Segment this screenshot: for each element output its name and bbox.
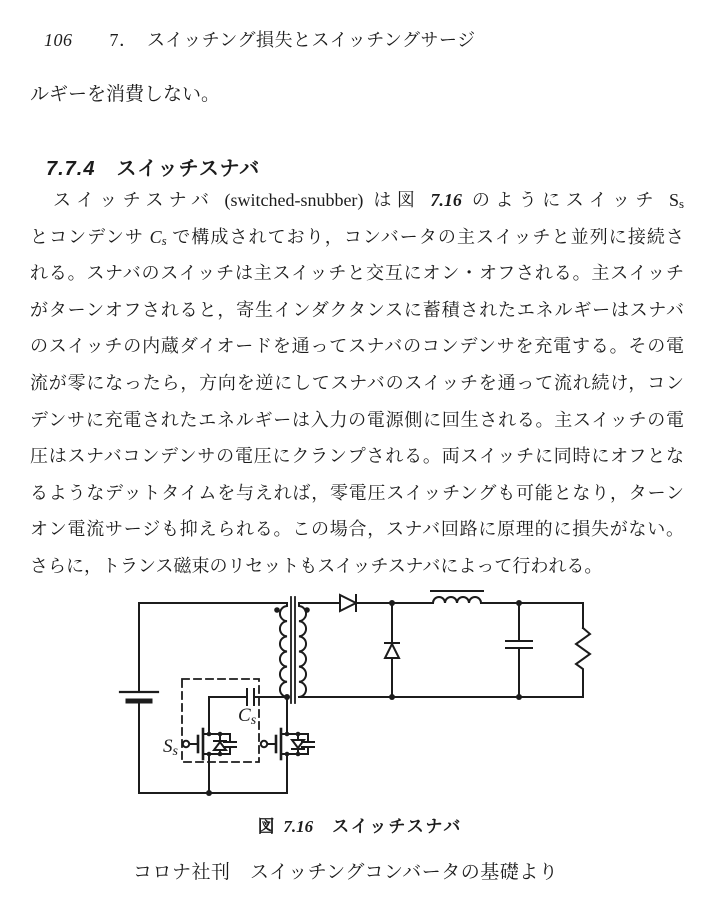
secondary-dot (304, 607, 310, 613)
output-capacitor-icon (506, 603, 532, 697)
load-resistor-icon (576, 628, 590, 697)
page-header: 106 7． スイッチング損失とスイッチングサージ (44, 30, 476, 50)
paragraph-line: るようなデットタイムを与えれば，零電圧スイッチングも可能となり，ターン (30, 482, 684, 503)
paragraph-line: オン電流サージも抑えられる。この場合，スナバ回路に原理的に損失がない。 (30, 519, 684, 540)
body-paragraph (30, 182, 684, 585)
paragraph-line: のスイッチの内蔵ダイオードを通ってスナバのコンデンサを充電する。その電 (30, 336, 684, 357)
series-diode-icon (340, 595, 356, 611)
paragraph-line: 流が零になったら，方向を逆にしてスナバのスイッチを通って流れ続け，コン (30, 372, 684, 393)
freewheel-diode-icon (385, 603, 399, 697)
snubber-capacitor-icon (247, 689, 254, 705)
primary-dot (274, 607, 280, 613)
secondary-winding (299, 603, 306, 697)
section-heading: 7.7.4 スイッチスナバ (46, 158, 261, 180)
paragraph-line: スイッチスナバ (switched-snubber) は図 7.16 のようにスイッチ Ss (53, 190, 685, 211)
paragraph-line: とコンデンサ Cs で構成されており，コンバータの主スイッチと並列に接続さ (30, 226, 684, 248)
paragraph-line: がターンオフされると，寄生インダクタンスに蓄積されたエネルギーはスナバ (30, 299, 684, 320)
primary-winding (280, 603, 287, 697)
paragraph-line: れる。スナバのスイッチは主スイッチと交互にオン・オフされる。主スイッチ (30, 263, 684, 284)
paragraph-line: デンサに充電されたエネルギーは入力の電源側に回生される。主スイッチの電 (30, 409, 684, 430)
battery-symbol (120, 692, 158, 701)
paragraph-line: 圧はスナバコンデンサの電圧にクランプされる。両スイッチに同時にオフとな (30, 446, 684, 467)
label-snubber-switch: Ss (163, 736, 178, 759)
output-inductor-icon (431, 591, 483, 603)
output-rectifier-filter (299, 591, 590, 700)
transformer-core (291, 597, 295, 703)
snubber-gate-terminal (183, 741, 189, 747)
main-mosfet-icon (261, 697, 314, 793)
figure-caption: 図 7.16 スイッチスナバ (257, 817, 463, 836)
main-gate-terminal (261, 741, 267, 747)
transformer-symbol (274, 597, 310, 703)
body-continuation-line: ルギーを消費しない。 (30, 84, 221, 105)
source-credit: コロナ社刊 スイッチングコンバータの基礎より (133, 862, 559, 883)
paragraph-line: さらに，トランス磁束のリセットもスイッチスナバによって行われる。 (30, 555, 603, 576)
label-snubber-capacitor: Cs (238, 705, 257, 728)
circuit-figure (100, 580, 620, 810)
